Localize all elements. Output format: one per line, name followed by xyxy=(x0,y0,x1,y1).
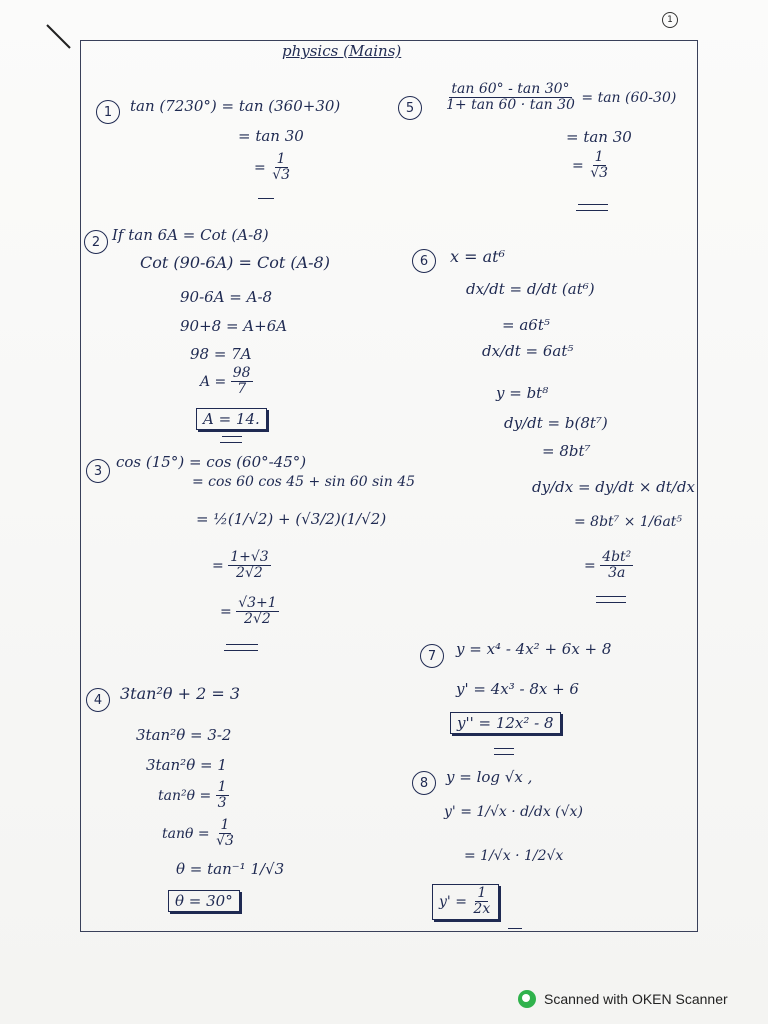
fraction-denominator: 2√2 xyxy=(236,565,263,582)
question-number: 7 xyxy=(420,644,444,668)
q8-line-2: y' = 1/√x · d/dx (√x) xyxy=(444,804,583,820)
fraction-denominator: 2√2 xyxy=(244,611,271,628)
question-number: 1 xyxy=(96,100,120,124)
answer-underline xyxy=(258,198,274,199)
fraction-numerator: tan 60° - tan 30° xyxy=(451,81,570,97)
q5-line-2: = tan 30 xyxy=(566,128,632,146)
fraction-denominator: √3 xyxy=(590,165,609,182)
q4-line-1: 3tan²θ + 2 = 3 xyxy=(120,684,241,703)
q2-line-3: 90-6A = A-8 xyxy=(180,288,273,306)
fraction-numerator: 1 xyxy=(477,885,487,901)
q5-line-1-result: = tan (60-30) xyxy=(581,89,677,106)
q6-line-1: x = at⁶ xyxy=(450,247,505,266)
q4-line-2: 3tan²θ = 3-2 xyxy=(136,726,232,744)
q6-line-7: = 8bt⁷ xyxy=(542,442,591,460)
question-number: 3 xyxy=(86,459,110,483)
scanner-footer xyxy=(518,990,728,1008)
q6-line-8: dy/dx = dy/dt × dt/dx xyxy=(532,478,695,496)
q4-line-5-label: tanθ = xyxy=(162,825,210,842)
fraction-numerator: 1+√3 xyxy=(230,549,269,565)
q2-line-1: If tan 6A = Cot (A-8) xyxy=(112,226,269,244)
question-number: 8 xyxy=(412,771,436,795)
q2-line-6 xyxy=(200,366,253,398)
q3-line-5: = $\frac{√3+1}{2√2}$ xyxy=(220,595,277,628)
answer-underline xyxy=(576,210,608,211)
q6-line-10: = $\frac{\text{4bt²}}{3a}$ xyxy=(584,549,632,582)
fraction-numerator: 4bt² xyxy=(602,549,632,565)
fraction-numerator: 1 xyxy=(217,779,227,795)
fraction-numerator: 98 xyxy=(232,365,251,381)
fraction-denominator: √3 xyxy=(272,167,291,184)
q6-line-5: y = bt⁸ xyxy=(496,384,549,402)
fraction-denominator: 1+ tan 60 · tan 30 xyxy=(446,97,575,114)
answer-underline xyxy=(222,436,242,437)
q1-line-3: = $\frac{1}{√3}$ xyxy=(254,151,291,184)
q6-line-4: dx/dt = 6at⁵ xyxy=(482,342,574,360)
q6-line-2: dx/dt = d/dt (at⁶) xyxy=(466,280,595,298)
q3-line-4: = $\frac{1+√3}{2√2}$ xyxy=(212,549,269,582)
pen-stroke-mark xyxy=(44,22,74,52)
fraction-denominator: 3 xyxy=(217,795,227,812)
q3-line-1: cos (15°) = cos (60°-45°) xyxy=(116,453,307,471)
question-number: 4 xyxy=(86,688,110,712)
answer-underline xyxy=(596,596,626,597)
q2-line-4: 90+8 = A+6A xyxy=(180,317,288,335)
answer-underline xyxy=(224,650,258,651)
q4-answer-box: θ = 30° xyxy=(168,890,240,912)
fraction-numerator: √3+1 xyxy=(238,595,277,611)
q4-line-5 xyxy=(162,818,236,850)
q8-line-1: y = log √x , xyxy=(446,768,533,786)
q4-line-4 xyxy=(158,780,229,812)
q7-line-1: y = x⁴ - 4x² + 6x + 8 xyxy=(456,640,612,658)
q7-line-2: y' = 4x³ - 8x + 6 xyxy=(456,680,579,698)
fraction-denominator: √3 xyxy=(216,833,234,850)
answer-underline xyxy=(220,442,242,443)
answer-underline xyxy=(578,204,608,205)
q6-line-6: dy/dt = b(8t⁷) xyxy=(504,414,608,432)
question-number: 6 xyxy=(412,249,436,273)
question-number: 2 xyxy=(84,230,108,254)
q4-line-3: 3tan²θ = 1 xyxy=(146,756,227,774)
q2-line-6-label: A = xyxy=(200,373,227,390)
q2-answer-box: A = 14. xyxy=(196,408,267,430)
page-title: physics (Mains) xyxy=(282,42,402,60)
q4-line-4-label: tan²θ = xyxy=(158,787,212,804)
q1-line-1: tan (7230°) = tan (360+30) xyxy=(130,97,341,115)
answer-underline xyxy=(494,748,514,749)
question-number: 5 xyxy=(398,96,422,120)
q5-line-1 xyxy=(444,82,676,114)
q8-line-3: = 1/√x · 1/2√x xyxy=(464,848,564,864)
fraction-numerator: 1 xyxy=(220,817,230,833)
q1-line-2: = tan 30 xyxy=(238,127,304,145)
q6-line-9: = 8bt⁷ × 1/6at⁵ xyxy=(574,514,683,530)
fraction-denominator: 2x xyxy=(473,901,491,918)
answer-underline xyxy=(226,644,258,645)
fraction-denominator: 3a xyxy=(608,565,626,582)
answer-underline xyxy=(494,754,514,755)
q8-answer-box xyxy=(432,884,499,920)
q2-line-5: 98 = 7A xyxy=(190,345,252,363)
page-number: 1 xyxy=(662,12,678,28)
fraction-denominator: 7 xyxy=(237,381,247,398)
q8-answer-label: y' = xyxy=(439,893,467,910)
q3-line-3: = ½(1/√2) + (√3/2)(1/√2) xyxy=(196,510,387,528)
q6-line-3: = a6t⁵ xyxy=(502,316,550,334)
fraction-numerator: 1 xyxy=(276,151,286,167)
q7-answer-box: y'' = 12x² - 8 xyxy=(450,712,561,734)
oken-scanner-logo-icon xyxy=(518,990,536,1008)
q4-line-6: θ = tan⁻¹ 1/√3 xyxy=(176,860,285,878)
scanner-credit: Scanned with OKEN Scanner xyxy=(544,991,728,1007)
fraction-numerator: 1 xyxy=(594,149,604,165)
q2-line-2: Cot (90-6A) = Cot (A-8) xyxy=(140,253,330,272)
q3-line-2: = cos 60 cos 45 + sin 60 sin 45 xyxy=(192,474,416,490)
q5-line-3: = $\frac{1}{√3}$ xyxy=(572,149,609,182)
answer-underline xyxy=(596,602,626,603)
answer-underline xyxy=(508,928,522,929)
